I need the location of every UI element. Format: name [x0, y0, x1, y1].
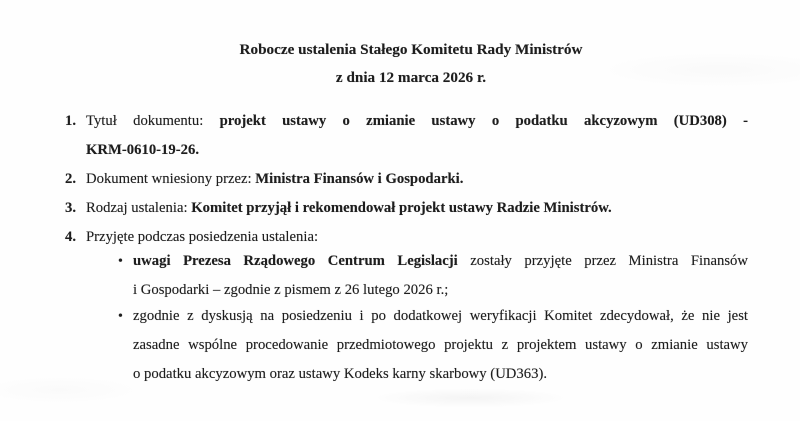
item-2-label: Dokument wniesiony przez: — [86, 171, 256, 187]
item-3-line-1 — [86, 194, 748, 223]
document-title-line1: Robocze ustalenia Stałego Komitetu Rady Ministrów — [239, 41, 583, 58]
item-1-content — [86, 107, 748, 165]
bullet-icon: • — [118, 309, 123, 324]
item-4-number: 4. — [65, 229, 77, 245]
bullet-1-text-bold: uwagi Prezesa Rządowego Centrum Legislacji — [133, 253, 458, 269]
bullet-2-line-2: zasadne wspólne procedowanie przedmiotowego projektu z projektem ustawy o zmianie ustawy — [133, 337, 748, 353]
bullet-item-1 — [118, 247, 748, 305]
document-title — [65, 36, 748, 92]
list-item-2 — [65, 165, 748, 194]
bullet-icon: • — [118, 254, 123, 269]
item-1-line-2 — [86, 136, 748, 165]
document-title-line2: z dnia 12 marca 2026 r. — [335, 69, 487, 86]
bullet-1-text-regular: zostały przyjęte przez Ministra Finansów — [457, 253, 748, 269]
item-3-number: 3. — [65, 200, 77, 216]
item-1-number: 1. — [65, 113, 77, 129]
bullet-1-line-1 — [133, 247, 748, 276]
document-body — [65, 36, 748, 389]
numbered-list — [65, 107, 748, 389]
item-4-label: Przyjęte podczas posiedzenia ustalenia: — [86, 229, 319, 245]
bullet-1-content — [133, 247, 748, 305]
item-2-line-1 — [86, 165, 748, 194]
item-1-case-number: KRM-0610-19-26. — [86, 142, 199, 158]
list-item-1 — [65, 107, 748, 165]
bullet-2-content — [133, 302, 748, 389]
item-1-line-1 — [86, 107, 748, 136]
item-3-label: Rodzaj ustalenia: — [86, 200, 192, 216]
item-3-value-bold: Komitet przyjął i rekomendował projekt ustawy Radzie Ministrów. — [191, 200, 612, 216]
list-item-3 — [65, 194, 748, 223]
item-1-label: Tytuł dokumentu: — [86, 113, 220, 129]
item-3-content — [86, 194, 748, 223]
bullet-item-2 — [118, 302, 748, 389]
item-1-value-bold: projekt ustawy o zmianie ustawy o podatku akcyzowym (UD308) - — [219, 113, 748, 129]
item-2-value-bold: Ministra Finansów i Gospodarki. — [255, 171, 464, 187]
bullet-list — [118, 247, 748, 389]
bullet-1-line-2: i Gospodarki – zgodnie z pismem z 26 lutego 2026 r.; — [133, 282, 449, 298]
bullet-2-line-1: zgodnie z dyskusją na posiedzeniu i po dodatkowej weryfikacji Komitet zdecydował, że nie jest — [133, 308, 748, 324]
item-2-content — [86, 165, 748, 194]
bullet-2-line-3: o podatku akcyzowym oraz ustawy Kodeks karny skarbowy (UD363). — [133, 366, 548, 382]
item-2-number: 2. — [65, 171, 77, 187]
